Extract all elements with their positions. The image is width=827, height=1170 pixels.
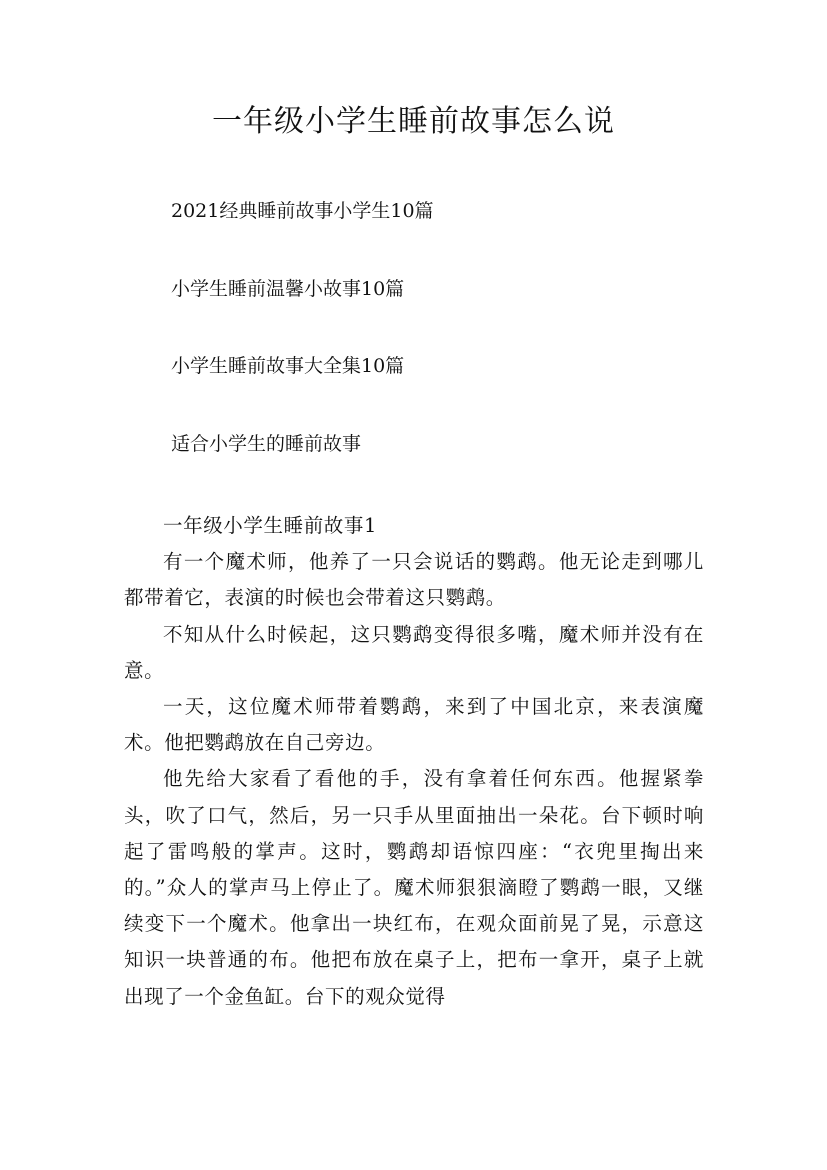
story-paragraph-4: 他先给大家看了看他的手，没有拿着任何东西。他握紧拳头，吹了口气，然后，另一只手从里面抽出一朵花。台下顿时响起了雷鸣般的掌声。这时，鹦鹉却语惊四座：“衣兜里掏出来的。”众人的掌声马上停止了。魔术师狠狠滴瞪了鹦鹉一眼，又继续变下一个魔术。他拿出一块红布，在观众面前晃了晃，示意这知识一块普通的布。他把布放在桌子上，把布一拿开，桌子上就出现了一个金鱼缸。台下的观众觉得 <box>124 767 704 1008</box>
story-heading: 一年级小学生睡前故事1 <box>163 514 378 537</box>
toc-item-1: 2021经典睡前故事小学生10篇 <box>171 200 434 222</box>
toc-item-3: 小学生睡前故事大全集10篇 <box>171 355 405 377</box>
story-paragraph-2: 不知从什么时候起，这只鹦鹉变得很多嘴，魔术师并没有在意。 <box>124 622 704 682</box>
toc-item-4: 适合小学生的睡前故事 <box>171 433 362 455</box>
story-body <box>124 508 704 1015</box>
document-title: 一年级小学生睡前故事怎么说 <box>212 104 615 139</box>
story-paragraph-1: 有一个魔术师，他养了一只会说话的鹦鹉。他无论走到哪儿都带着它，表演的时候也会带着这只鹦鹉。 <box>124 550 704 610</box>
story-paragraph-3: 一天，这位魔术师带着鹦鹉，来到了中国北京，来表演魔术。他把鹦鹉放在自己旁边。 <box>124 695 704 755</box>
toc-item-2: 小学生睡前温馨小故事10篇 <box>171 278 405 300</box>
